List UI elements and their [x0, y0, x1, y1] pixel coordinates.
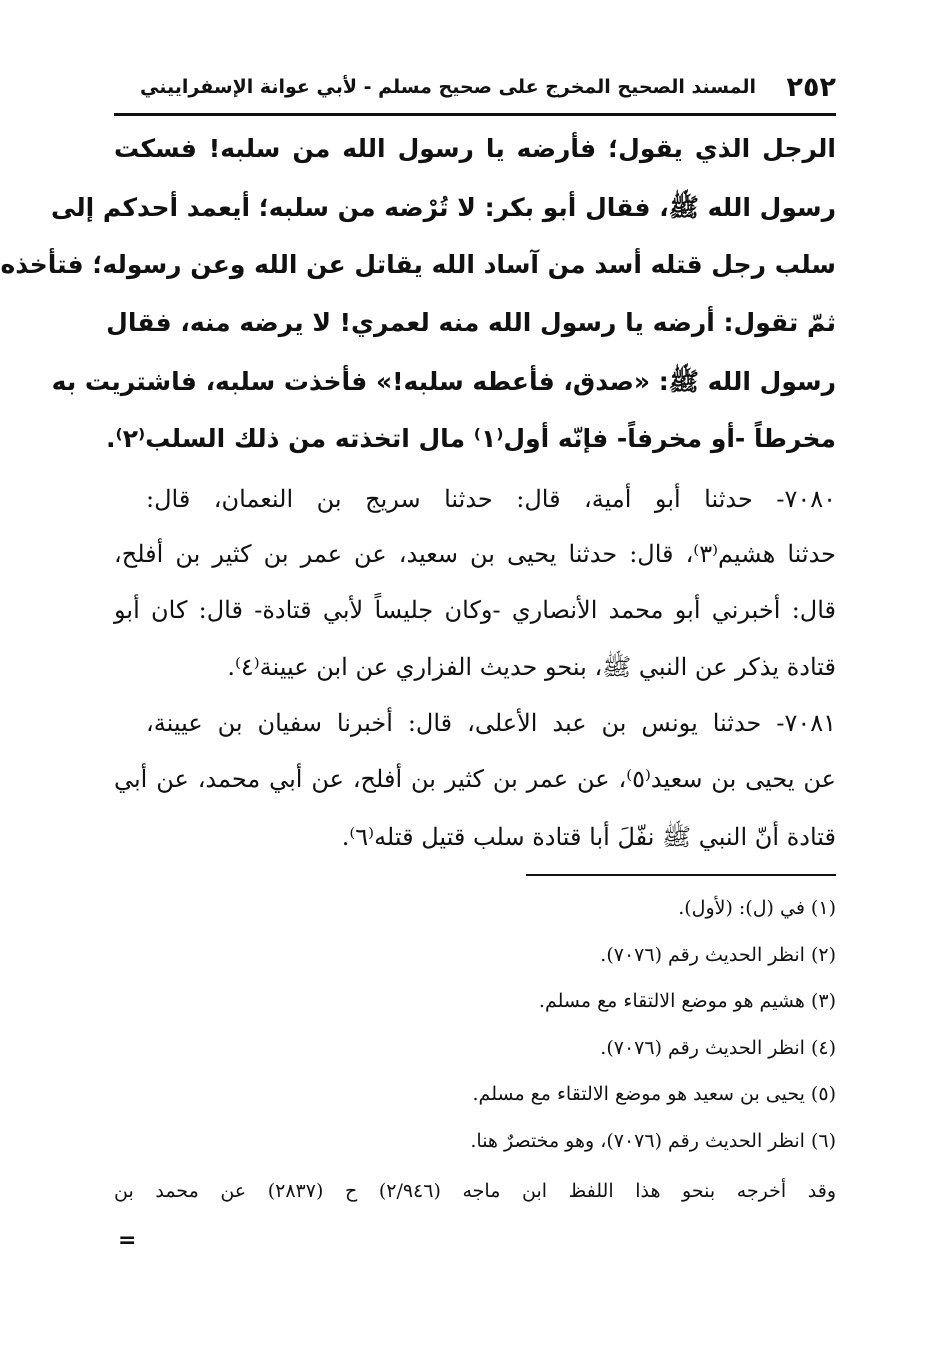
- header-divider: [114, 113, 836, 116]
- text-line: مخرطاً -أو مخرفاً- فإنّه أول⁽١⁾ مال اتخذته من ذلك السلب⁽٢⁾.: [106, 424, 836, 453]
- text-line: قتادة أنّ النبي ﷺ نفّلَ أبا قتادة سلب قتيل قتله⁽٦⁾.: [341, 823, 836, 851]
- footnote-5: (٥) يحيى بن سعيد هو موضع الالتقاء مع مسلم.: [472, 1083, 836, 1105]
- footnote-1: (١) في (ل): (لأول).: [678, 897, 836, 919]
- running-title: المسند الصحيح المخرج على صحيح مسلم - لأبي عوانة الإسفراييني: [140, 76, 756, 98]
- footnote-3: (٣) هشيم هو موضع الالتقاء مع مسلم.: [538, 990, 836, 1012]
- text-line: رسول الله ﷺ، فقال أبو بكر: لا تُرْضه من سلبه؛ أيعمد أحدكم إلى: [50, 193, 836, 222]
- text-line: عن يحيى بن سعيد⁽٥⁾، عن عمر بن كثير بن أفلح، عن أبي محمد، عن أبي: [114, 765, 836, 793]
- footnote-6: (٦) انظر الحديث رقم (٧٠٧٦)، وهو مختصرٌ هنا.: [470, 1130, 836, 1152]
- text-line: الرجل الذي يقول؛ فأرضه يا رسول الله من سلبه! فسكت: [114, 134, 836, 163]
- continuation-mark: =: [118, 1228, 137, 1253]
- page-header: [114, 72, 836, 112]
- footnote-continuation: وقد أخرجه بنحو هذا اللفظ ابن ماجه (٢/٩٤٦) ح (٢٨٣٧) عن محمد بن: [114, 1180, 837, 1202]
- text-line: قتادة يذكر عن النبي ﷺ، بنحو حديث الفزاري عن ابن عيينة⁽٤⁾.: [227, 653, 836, 681]
- text-line: رسول الله ﷺ: «صدق، فأعطه سلبه!» فأخذت سلبه، فاشتريت به: [51, 367, 836, 396]
- text-line: حدثنا هشيم⁽٣⁾، قال: حدثنا يحيى بن سعيد، عن عمر بن كثير بن أفلح،: [114, 540, 837, 568]
- page-number: ٢٥٢: [786, 72, 836, 103]
- hadith-7081-first-line: ٧٠٨١- حدثنا يونس بن عبد الأعلى، قال: أخبرنا سفيان بن عيينة،: [146, 709, 836, 737]
- footnote-divider: [526, 874, 836, 876]
- hadith-7080-first-line: ٧٠٨٠- حدثنا أبو أمية، قال: حدثنا سريج بن النعمان، قال:: [146, 485, 836, 513]
- footnote-4: (٤) انظر الحديث رقم (٧٠٧٦).: [600, 1037, 836, 1059]
- text-line: سلب رجل قتله أسد من آساد الله يقاتل عن الله وعن رسوله؛ فتأخذه: [0, 250, 836, 279]
- text-line: ثمّ تقول: أرضه يا رسول الله منه لعمري! لا يرضه منه، فقال: [106, 308, 836, 337]
- footnote-2: (٢) انظر الحديث رقم (٧٠٧٦).: [600, 944, 836, 966]
- text-line: قال: أخبرني أبو محمد الأنصاري -وكان جليساً لأبي قتادة- قال: كان أبو: [114, 596, 836, 624]
